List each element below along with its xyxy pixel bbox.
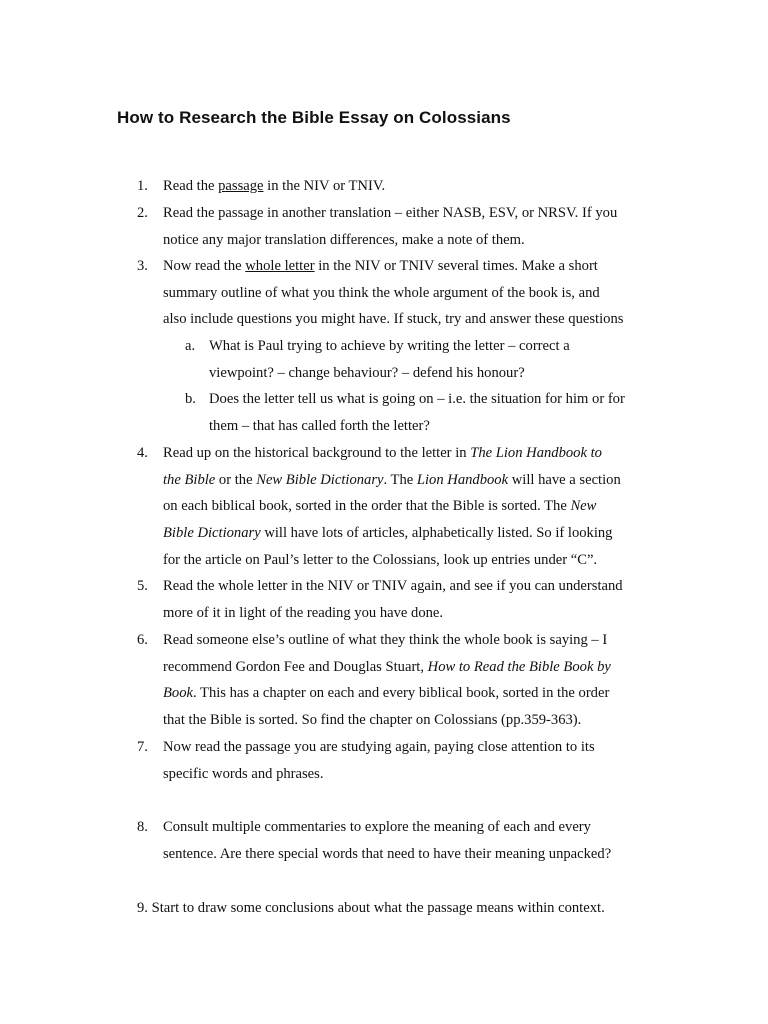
text-run: Read the passage in another translation – either NASB, ESV, or NRSV. If you [163, 205, 618, 221]
underlined-text: whole letter [245, 258, 315, 274]
italic-title: New Bible Dictionary [256, 471, 384, 488]
text-line [163, 761, 663, 788]
text-run: Read up on the historical background to the letter in [163, 445, 471, 461]
text-line [163, 573, 663, 600]
text-run: more of it in light of the reading you have done. [163, 604, 444, 621]
sub-item-b [185, 386, 669, 439]
text-line [163, 654, 663, 681]
list-item-9: 9. Start to draw some conclusions about what the passage means within context. [137, 900, 605, 916]
text-line [163, 734, 663, 761]
list-item-6 [137, 627, 663, 734]
sub-item-a [185, 333, 669, 386]
text-run: What is Paul trying to achieve by writing the letter – correct a [209, 338, 570, 354]
text-run: also include questions you might have. If stuck, try and answer these questions [163, 311, 624, 328]
text-line [163, 841, 663, 868]
text-run: Read someone else’s outline of what they think the whole book is saying – I [163, 632, 608, 648]
text-run: Read the [163, 178, 219, 194]
text-line [163, 600, 663, 627]
text-line [163, 280, 663, 307]
text-line [163, 680, 663, 707]
list-item-4 [137, 440, 663, 574]
text-line [163, 306, 663, 333]
text-run: on each biblical book, sorted in the order that the Bible is sorted. The [163, 498, 571, 515]
list-item-1 [137, 173, 663, 200]
text-line [163, 200, 663, 227]
text-run: Read the whole letter in the NIV or TNIV again, and see if you can understand [163, 578, 623, 594]
text-run: summary outline of what you think the whole argument of the book is, and [163, 284, 600, 301]
italic-title: Book [163, 685, 193, 702]
text-line [163, 227, 663, 254]
text-line [163, 547, 663, 574]
list-item-5 [137, 573, 663, 626]
italic-title: the Bible [163, 471, 216, 488]
list-item-8 [137, 814, 663, 867]
sub-item-letter: a. [185, 338, 196, 354]
text-run: recommend Gordon Fee and Douglas Stuart, [163, 658, 428, 675]
list-item-7 [137, 734, 663, 787]
sub-item-letter: b. [185, 391, 196, 407]
text-line [163, 173, 663, 200]
text-run: them – that has called forth the letter? [209, 417, 430, 434]
text-line [209, 333, 669, 360]
list-number: 4. [137, 445, 148, 461]
list-number: 2. [137, 205, 148, 221]
text-line [209, 413, 669, 440]
italic-title: How to Read the Bible Book by [427, 658, 611, 675]
text-run: will have lots of articles, alphabetically listed. So if looking [260, 525, 613, 542]
text-run: viewpoint? – change behaviour? – defend his honour? [209, 364, 525, 381]
text-line [209, 360, 669, 387]
text-line [163, 707, 663, 734]
list-item-3 [137, 253, 663, 333]
text-line [163, 814, 663, 841]
italic-title: Bible Dictionary [163, 525, 261, 542]
text-line [163, 493, 663, 520]
text-run: for the article on Paul’s letter to the Colossians, look up entries under “C”. [163, 551, 598, 568]
text-line [163, 627, 663, 654]
text-line [163, 440, 663, 467]
list-number: 1. [137, 178, 148, 194]
text-run: . This has a chapter on each and every biblical book, sorted in the order [193, 685, 610, 702]
text-run: in the NIV or TNIV. [263, 178, 386, 194]
list-number: 8. [137, 819, 148, 835]
text-run: will have a section [508, 471, 621, 488]
text-run: Does the letter tell us what is going on – i.e. the situation for him or for [209, 391, 625, 407]
list-number: 3. [137, 258, 148, 274]
text-line [209, 386, 669, 413]
text-run: . The [383, 471, 417, 488]
text-line [163, 253, 663, 280]
text-line [163, 467, 663, 494]
text-run: that the Bible is sorted. So find the chapter on Colossians (pp.359-363). [163, 712, 582, 729]
list-number: 5. [137, 578, 148, 594]
text-line [163, 520, 663, 547]
underlined-text: passage [218, 178, 264, 194]
text-run: Now read the passage you are studying again, paying close attention to its [163, 739, 595, 755]
text-run: notice any major translation differences, make a note of them. [163, 231, 525, 248]
document-title: How to Research the Bible Essay on Colossians [117, 108, 511, 127]
text-run: or the [215, 471, 257, 488]
text-run: Consult multiple commentaries to explore the meaning of each and every [163, 819, 591, 835]
text-run: in the NIV or TNIV several times. Make a short [314, 258, 598, 274]
italic-title: Lion Handbook [416, 471, 509, 488]
list-item-2 [137, 200, 663, 253]
text-run: sentence. Are there special words that need to have their meaning unpacked? [163, 845, 612, 862]
list-number: 7. [137, 739, 148, 755]
text-run: Now read the [163, 258, 246, 274]
list-number: 6. [137, 632, 148, 648]
italic-title: New [570, 498, 597, 515]
text-run: specific words and phrases. [163, 765, 324, 782]
italic-title: The Lion Handbook to [470, 445, 602, 461]
